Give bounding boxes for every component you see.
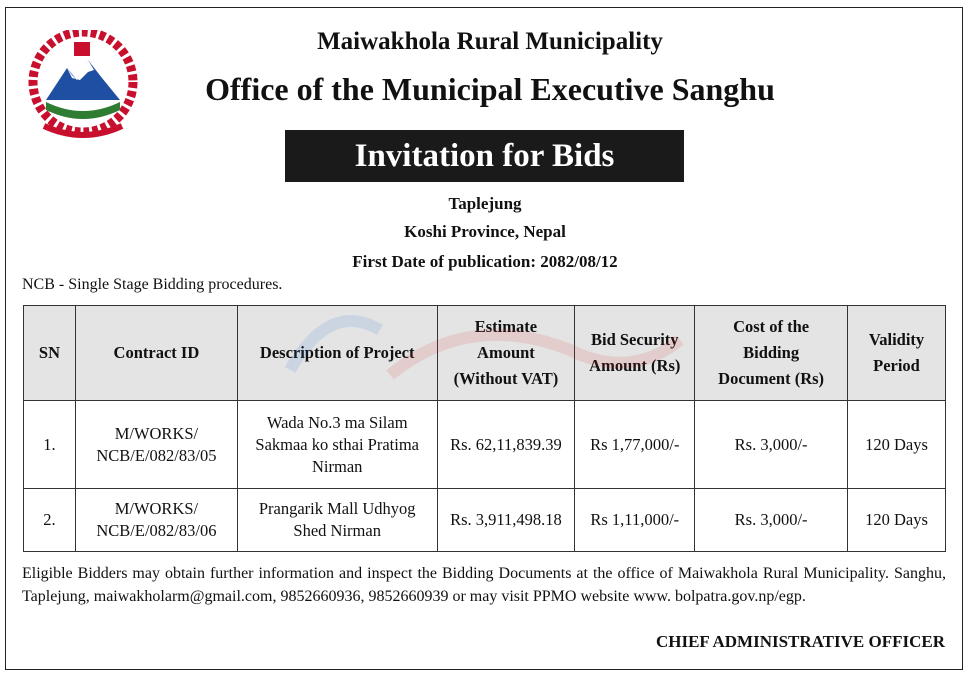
cell-bid-security: Rs 1,11,000/- [575,489,695,552]
province: Koshi Province, Nepal [404,222,566,241]
header-bid-security: Bid Security Amount (Rs) [575,306,695,401]
table-row [24,401,946,489]
district: Taplejung [448,194,522,213]
cell-description: Prangarik Mall Udhyog Shed Nirman [237,489,437,552]
header-estimate: Estimate Amount (Without VAT) [437,306,575,401]
cell-validity: 120 Days [848,401,946,489]
office-name: Office of the Municipal Executive Sanghu [205,71,775,107]
header-description: Description of Project [237,306,437,401]
signatory: CHIEF ADMINISTRATIVE OFFICER [655,632,945,651]
cell-document-cost: Rs. 3,000/- [695,489,848,552]
organization-name: Maiwakhola Rural Municipality [317,28,663,55]
cell-contract-id: M/WORKS/ NCB/E/082/83/05 [75,401,237,489]
cell-bid-security: Rs 1,77,000/- [575,401,695,489]
cell-validity: 120 Days [848,489,946,552]
cell-sn: 2. [24,489,76,552]
table-header-row [24,306,946,401]
cell-estimate: Rs. 62,11,839.39 [437,401,575,489]
bidder-information: Eligible Bidders may obtain further information and inspect the Bidding Documents at the office of Maiwakhola Rural Municipality. Sanghu, Taplejung, maiwakholarm@gmail.com, 9852660936, 9852660939 or may visit PPMO website www. bolpatra.gov.np/egp. [22,565,946,605]
cell-description: Wada No.3 ma Silam Sakmaa ko sthai Pratima Nirman [237,401,437,489]
table-row [24,489,946,552]
header-validity: Validity Period [848,306,946,401]
publication-date: First Date of publication: 2082/08/12 [352,252,618,271]
bidding-procedure: NCB - Single Stage Bidding procedures. [22,276,283,293]
cell-document-cost: Rs. 3,000/- [695,401,848,489]
header-document-cost: Cost of the Bidding Document (Rs) [695,306,848,401]
notice-title: Invitation for Bids [285,130,684,182]
nepal-emblem-icon [22,30,144,140]
header-contract-id: Contract ID [75,306,237,401]
bids-table [23,305,946,552]
cell-estimate: Rs. 3,911,498.18 [437,489,575,552]
header-sn: SN [24,306,76,401]
cell-contract-id: M/WORKS/ NCB/E/082/83/06 [75,489,237,552]
cell-sn: 1. [24,401,76,489]
